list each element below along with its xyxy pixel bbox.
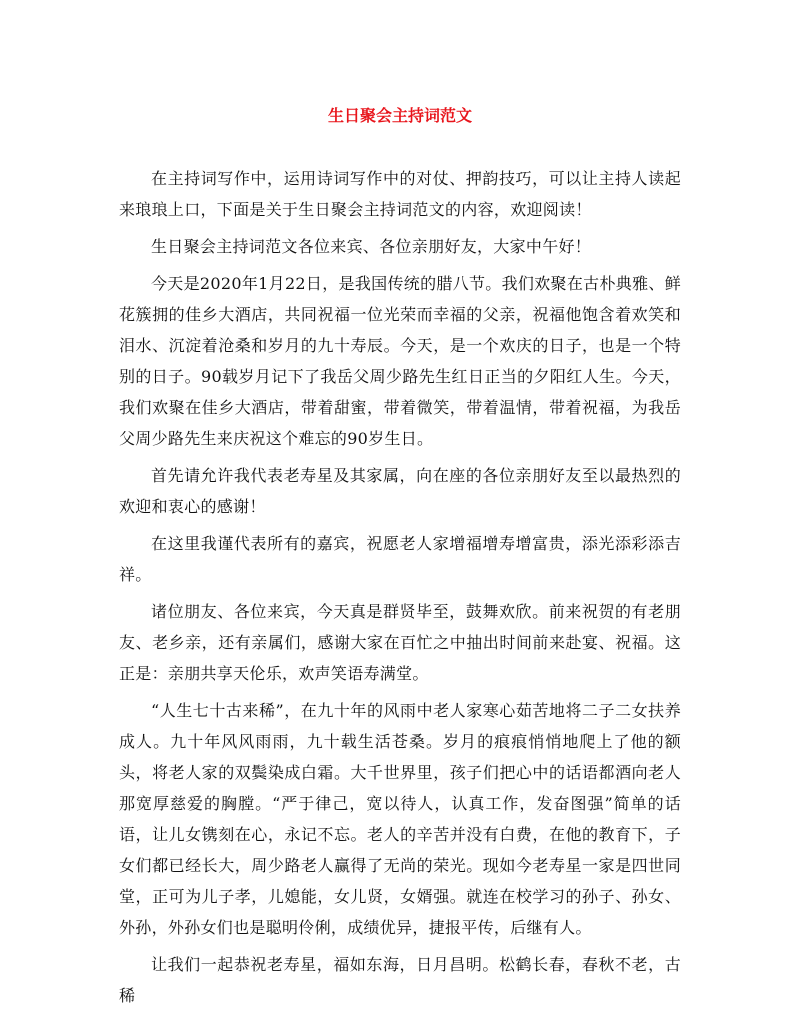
document-body — [119, 163, 681, 1017]
document-title: 生日聚会主持词范文 — [327, 106, 472, 125]
paragraph-life-story: “人生七十古来稀”，在九十年的风雨中老人家寒心茹苦地将二子二女扶养成人。九十年风风雨雨，九十载生活苍桑。岁月的痕痕悄悄地爬上了他的额头，将老人家的双鬓染成白霜。大千世界里，孩子们把心中的话语都酒向老人那宽厚慈爱的胸膛。“严于律己，宽以待人，认真工作，发奋图强”简单的话语，让儿女镌刻在心，永记不忘。老人的辛苦并没有白费，在他的教育下，子女们都已经长大，周少路老人赢得了无尚的荣光。现如今老寿星一家是四世同堂，正可为儿子孝，儿媳能，女儿贤，女婿强。就连在校学习的孙子、孙女、外孙，外孙女们也是聪明伶俐，成绩优异，捷报平传，后继有人。 — [119, 701, 681, 937]
paragraph-blessing: 在这里我谨代表所有的嘉宾，祝愿老人家增福增寿增富贵，添光添彩添吉祥。 — [119, 534, 681, 584]
paragraph-toast: 让我们一起恭祝老寿星，福如东海，日月昌明。松鹤长春，春秋不老，古稀 — [119, 955, 681, 1005]
paragraph-welcome: 首先请允许我代表老寿星及其家属，向在座的各位亲朋好友至以最热烈的欢迎和衷心的感谢！ — [119, 466, 681, 516]
paragraph-occasion: 今天是2020年1月22日，是我国传统的腊八节。我们欢聚在古朴典雅、鲜花簇拥的佳乡大酒店，共同祝福一位光荣而幸福的父亲，祝福他饱含着欢笑和泪水、沉淀着沧桑和岁月的九十寿辰。今天，是一个欢庆的日子，也是一个特别的日子。90载岁月记下了我岳父周少路先生红日正当的夕阳红人生。今天，我们欢聚在佳乡大酒店，带着甜蜜，带着微笑，带着温情，带着祝福，为我岳父周少路先生来庆祝这个难忘的90岁生日。 — [119, 274, 681, 448]
paragraph-greeting: 生日聚会主持词范文各位来宾、各位亲朋好友，大家中午好！ — [151, 237, 592, 256]
paragraph-intro: 在主持词写作中，运用诗词写作中的对仗、押韵技巧，可以让主持人读起来琅琅上口，下面是关于生日聚会主持词范文的内容，欢迎阅读！ — [119, 169, 681, 219]
paragraph-guests: 诸位朋友、各位来宾，今天真是群贤毕至，鼓舞欢欣。前来祝贺的有老朋友、老乡亲，还有亲属们，感谢大家在百忙之中抽出时间前来赴宴、祝福。这正是：亲朋共享天伦乐，欢声笑语寿满堂。 — [119, 602, 681, 683]
